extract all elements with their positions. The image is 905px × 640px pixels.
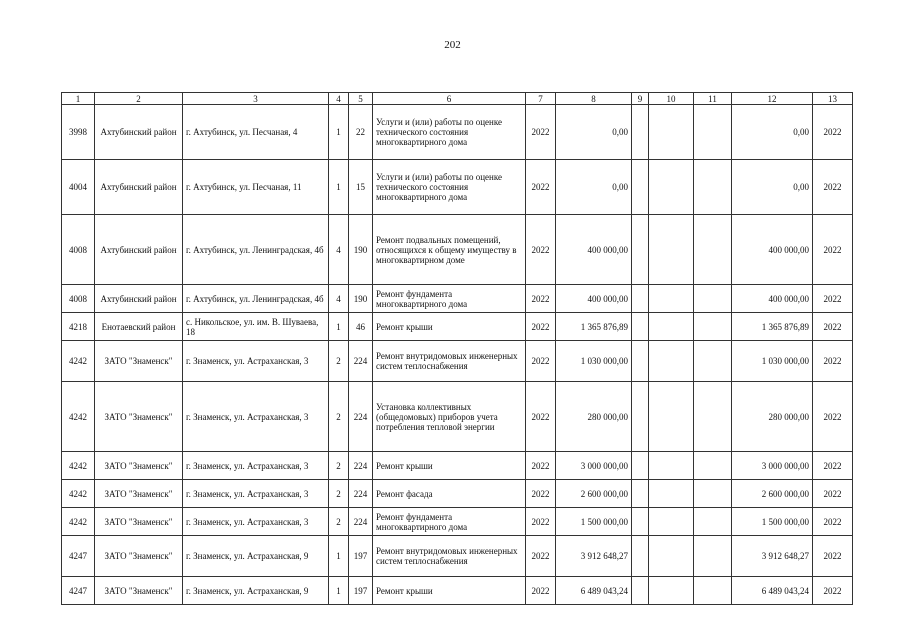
row-id: 4004 [62, 160, 95, 215]
count-cell: 2 [329, 508, 349, 536]
year-cell: 2022 [813, 313, 853, 341]
district-name: Ахтубинский район [95, 215, 183, 285]
count-cell: 1 [329, 313, 349, 341]
number-cell: 15 [349, 160, 373, 215]
capital-repair-table [61, 92, 853, 605]
work-type: Ремонт фундамента многоквартирного дома [373, 508, 526, 536]
year-cell: 2022 [813, 536, 853, 577]
amount-cell: 280 000,00 [556, 382, 632, 452]
table-row [62, 215, 853, 285]
address: г. Ахтубинск, ул. Ленинградская, 4б [183, 215, 329, 285]
empty-cell [632, 285, 649, 313]
column-header: 3 [183, 93, 329, 105]
amount-cell: 1 500 000,00 [556, 508, 632, 536]
year-cell: 2022 [526, 382, 556, 452]
district-name: Енотаевский район [95, 313, 183, 341]
empty-cell [632, 382, 649, 452]
row-id: 4247 [62, 536, 95, 577]
empty-cell [632, 341, 649, 382]
year-cell: 2022 [813, 508, 853, 536]
work-type: Услуги и (или) работы по оценке технического состояния многоквартирного дома [373, 105, 526, 160]
empty-cell [649, 382, 694, 452]
empty-cell [694, 382, 732, 452]
column-header: 7 [526, 93, 556, 105]
row-id: 4008 [62, 215, 95, 285]
empty-cell [649, 285, 694, 313]
year-cell: 2022 [813, 285, 853, 313]
column-header: 9 [632, 93, 649, 105]
year-cell: 2022 [526, 536, 556, 577]
amount-cell: 400 000,00 [556, 215, 632, 285]
count-cell: 1 [329, 160, 349, 215]
work-type: Ремонт крыши [373, 577, 526, 605]
table-row [62, 452, 853, 480]
work-type: Ремонт фасада [373, 480, 526, 508]
number-cell: 190 [349, 285, 373, 313]
year-cell: 2022 [526, 215, 556, 285]
total-cell: 1 500 000,00 [732, 508, 813, 536]
empty-cell [649, 577, 694, 605]
empty-cell [649, 480, 694, 508]
row-id: 3998 [62, 105, 95, 160]
count-cell: 2 [329, 452, 349, 480]
district-name: ЗАТО "Знаменск" [95, 382, 183, 452]
empty-cell [649, 313, 694, 341]
table-row [62, 160, 853, 215]
empty-cell [649, 452, 694, 480]
year-cell: 2022 [813, 480, 853, 508]
address: г. Ахтубинск, ул. Песчаная, 11 [183, 160, 329, 215]
district-name: ЗАТО "Знаменск" [95, 536, 183, 577]
table-row [62, 577, 853, 605]
district-name: Ахтубинский район [95, 105, 183, 160]
district-name: ЗАТО "Знаменск" [95, 341, 183, 382]
address: г. Знаменск, ул. Астраханская, 9 [183, 536, 329, 577]
year-cell: 2022 [526, 577, 556, 605]
work-type: Ремонт внутридомовых инженерных систем теплоснабжения [373, 341, 526, 382]
work-type: Ремонт внутридомовых инженерных систем теплоснабжения [373, 536, 526, 577]
number-cell: 224 [349, 382, 373, 452]
empty-cell [632, 577, 649, 605]
address: с. Никольское, ул. им. В. Шуваева, 18 [183, 313, 329, 341]
amount-cell: 1 365 876,89 [556, 313, 632, 341]
empty-cell [649, 508, 694, 536]
empty-cell [694, 160, 732, 215]
table-row [62, 313, 853, 341]
empty-cell [632, 215, 649, 285]
column-header: 2 [95, 93, 183, 105]
empty-cell [694, 577, 732, 605]
amount-cell: 3 000 000,00 [556, 452, 632, 480]
count-cell: 1 [329, 577, 349, 605]
address: г. Знаменск, ул. Астраханская, 3 [183, 480, 329, 508]
year-cell: 2022 [813, 160, 853, 215]
amount-cell: 3 912 648,27 [556, 536, 632, 577]
column-header: 11 [694, 93, 732, 105]
total-cell: 3 000 000,00 [732, 452, 813, 480]
year-cell: 2022 [813, 577, 853, 605]
number-cell: 224 [349, 480, 373, 508]
empty-cell [632, 105, 649, 160]
total-cell: 6 489 043,24 [732, 577, 813, 605]
number-cell: 197 [349, 536, 373, 577]
year-cell: 2022 [813, 452, 853, 480]
count-cell: 2 [329, 382, 349, 452]
empty-cell [694, 341, 732, 382]
number-cell: 224 [349, 452, 373, 480]
empty-cell [632, 508, 649, 536]
count-cell: 2 [329, 341, 349, 382]
year-cell: 2022 [813, 105, 853, 160]
amount-cell: 400 000,00 [556, 285, 632, 313]
year-cell: 2022 [813, 215, 853, 285]
address: г. Знаменск, ул. Астраханская, 3 [183, 452, 329, 480]
empty-cell [632, 313, 649, 341]
count-cell: 1 [329, 105, 349, 160]
total-cell: 1 030 000,00 [732, 341, 813, 382]
column-header: 8 [556, 93, 632, 105]
amount-cell: 0,00 [556, 160, 632, 215]
year-cell: 2022 [526, 160, 556, 215]
year-cell: 2022 [526, 508, 556, 536]
empty-cell [694, 480, 732, 508]
empty-cell [649, 160, 694, 215]
count-cell: 2 [329, 480, 349, 508]
work-type: Установка коллективных (общедомовых) приборов учета потребления тепловой энергии [373, 382, 526, 452]
work-type: Услуги и (или) работы по оценке технического состояния многоквартирного дома [373, 160, 526, 215]
total-cell: 280 000,00 [732, 382, 813, 452]
address: г. Знаменск, ул. Астраханская, 3 [183, 382, 329, 452]
empty-cell [694, 215, 732, 285]
row-id: 4247 [62, 577, 95, 605]
empty-cell [649, 105, 694, 160]
empty-cell [632, 160, 649, 215]
count-cell: 4 [329, 285, 349, 313]
empty-cell [649, 341, 694, 382]
empty-cell [694, 105, 732, 160]
address: г. Знаменск, ул. Астраханская, 3 [183, 341, 329, 382]
row-id: 4242 [62, 382, 95, 452]
empty-cell [632, 536, 649, 577]
number-cell: 22 [349, 105, 373, 160]
district-name: ЗАТО "Знаменск" [95, 577, 183, 605]
empty-cell [694, 452, 732, 480]
table-row [62, 480, 853, 508]
row-id: 4242 [62, 341, 95, 382]
year-cell: 2022 [813, 341, 853, 382]
table-row [62, 508, 853, 536]
empty-cell [632, 452, 649, 480]
count-cell: 4 [329, 215, 349, 285]
total-cell: 2 600 000,00 [732, 480, 813, 508]
table-row [62, 341, 853, 382]
empty-cell [649, 215, 694, 285]
column-header: 5 [349, 93, 373, 105]
row-id: 4242 [62, 480, 95, 508]
number-cell: 197 [349, 577, 373, 605]
table-row [62, 105, 853, 160]
district-name: ЗАТО "Знаменск" [95, 480, 183, 508]
year-cell: 2022 [526, 341, 556, 382]
total-cell: 1 365 876,89 [732, 313, 813, 341]
empty-cell [694, 285, 732, 313]
year-cell: 2022 [526, 480, 556, 508]
table-row [62, 536, 853, 577]
empty-cell [694, 536, 732, 577]
empty-cell [649, 536, 694, 577]
work-type: Ремонт фундамента многоквартирного дома [373, 285, 526, 313]
row-id: 4242 [62, 508, 95, 536]
address: г. Ахтубинск, ул. Ленинградская, 4б [183, 285, 329, 313]
amount-cell: 0,00 [556, 105, 632, 160]
address: г. Знаменск, ул. Астраханская, 9 [183, 577, 329, 605]
column-header: 1 [62, 93, 95, 105]
empty-cell [694, 508, 732, 536]
district-name: ЗАТО "Знаменск" [95, 508, 183, 536]
table-row [62, 285, 853, 313]
district-name: Ахтубинский район [95, 285, 183, 313]
year-cell: 2022 [526, 285, 556, 313]
year-cell: 2022 [813, 382, 853, 452]
column-header: 13 [813, 93, 853, 105]
district-name: ЗАТО "Знаменск" [95, 452, 183, 480]
year-cell: 2022 [526, 313, 556, 341]
number-cell: 46 [349, 313, 373, 341]
work-type: Ремонт подвальных помещений, относящихся к общему имуществу в многоквартирном доме [373, 215, 526, 285]
table-body [62, 93, 853, 605]
count-cell: 1 [329, 536, 349, 577]
year-cell: 2022 [526, 452, 556, 480]
number-cell: 224 [349, 508, 373, 536]
district-name: Ахтубинский район [95, 160, 183, 215]
column-header: 6 [373, 93, 526, 105]
address: г. Ахтубинск, ул. Песчаная, 4 [183, 105, 329, 160]
empty-cell [632, 480, 649, 508]
year-cell: 2022 [526, 105, 556, 160]
row-id: 4008 [62, 285, 95, 313]
empty-cell [694, 313, 732, 341]
page-number: 202 [444, 39, 461, 51]
column-header: 12 [732, 93, 813, 105]
number-cell: 224 [349, 341, 373, 382]
address: г. Знаменск, ул. Астраханская, 3 [183, 508, 329, 536]
total-cell: 3 912 648,27 [732, 536, 813, 577]
amount-cell: 1 030 000,00 [556, 341, 632, 382]
total-cell: 400 000,00 [732, 215, 813, 285]
amount-cell: 6 489 043,24 [556, 577, 632, 605]
row-id: 4242 [62, 452, 95, 480]
column-header: 10 [649, 93, 694, 105]
column-header: 4 [329, 93, 349, 105]
total-cell: 0,00 [732, 105, 813, 160]
total-cell: 0,00 [732, 160, 813, 215]
work-type: Ремонт крыши [373, 452, 526, 480]
number-cell: 190 [349, 215, 373, 285]
row-id: 4218 [62, 313, 95, 341]
total-cell: 400 000,00 [732, 285, 813, 313]
header-row [62, 93, 853, 105]
table-row [62, 382, 853, 452]
work-type: Ремонт крыши [373, 313, 526, 341]
amount-cell: 2 600 000,00 [556, 480, 632, 508]
